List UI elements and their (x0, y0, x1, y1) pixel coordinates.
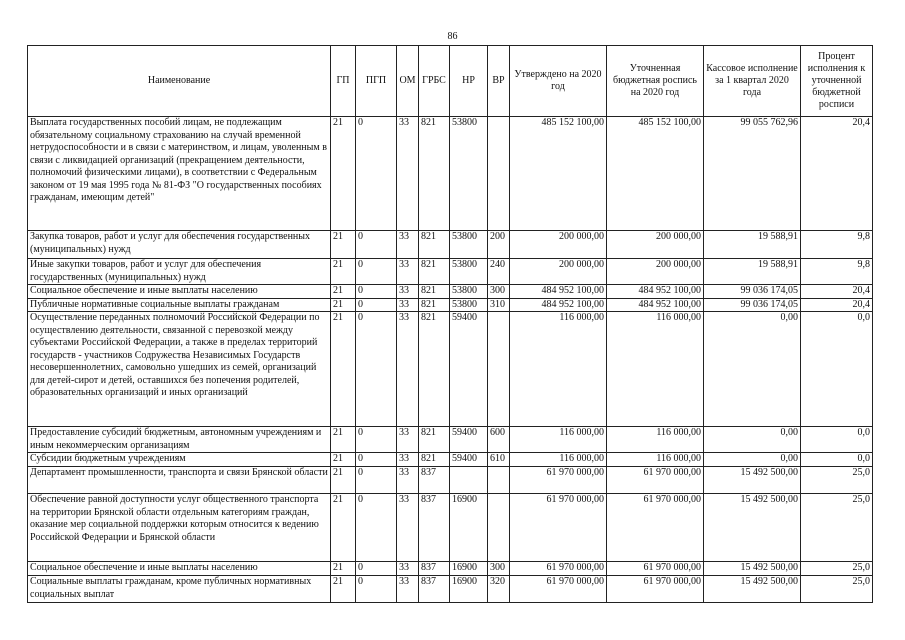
cell-om: 33 (397, 231, 419, 259)
cell-percent: 0,0 (801, 453, 873, 467)
cell-percent: 25,0 (801, 576, 873, 603)
cell-approved: 116 000,00 (510, 312, 607, 427)
cell-nr: 16900 (450, 562, 488, 576)
header-gp: ГП (331, 46, 356, 117)
cell-om: 33 (397, 117, 419, 231)
cell-percent: 20,4 (801, 117, 873, 231)
cell-vr: 600 (488, 427, 510, 453)
cell-cash: 0,00 (704, 453, 801, 467)
cell-gp: 21 (331, 467, 356, 494)
cell-approved: 485 152 100,00 (510, 117, 607, 231)
cell-grbs: 821 (419, 312, 450, 427)
cell-nr: 53800 (450, 259, 488, 285)
cell-nr (450, 467, 488, 494)
page-number: 86 (447, 31, 458, 42)
cell-cash: 19 588,91 (704, 231, 801, 259)
cell-om: 33 (397, 576, 419, 603)
cell-nr: 59400 (450, 427, 488, 453)
cell-om: 33 (397, 298, 419, 312)
cell-gp: 21 (331, 427, 356, 453)
cell-nr: 53800 (450, 117, 488, 231)
cell-percent: 20,4 (801, 285, 873, 299)
cell-vr: 240 (488, 259, 510, 285)
cell-approved: 61 970 000,00 (510, 576, 607, 603)
cell-approved: 116 000,00 (510, 453, 607, 467)
cell-nr: 16900 (450, 494, 488, 562)
cell-cash: 19 588,91 (704, 259, 801, 285)
cell-grbs: 821 (419, 453, 450, 467)
cell-om: 33 (397, 259, 419, 285)
cell-nr: 53800 (450, 231, 488, 259)
row-name: Иные закупки товаров, работ и услуг для обеспечения государственных (муниципальных) нужд (28, 259, 331, 285)
cell-cash: 0,00 (704, 427, 801, 453)
header-approved: Утверждено на 2020 год (510, 46, 607, 117)
header-revised: Уточненная бюджетная роспись на 2020 год (607, 46, 704, 117)
cell-om: 33 (397, 494, 419, 562)
cell-nr: 53800 (450, 285, 488, 299)
cell-nr: 59400 (450, 312, 488, 427)
table-row (28, 576, 873, 603)
cell-cash: 99 036 174,05 (704, 285, 801, 299)
cell-percent: 9,8 (801, 231, 873, 259)
cell-grbs: 821 (419, 298, 450, 312)
cell-grbs: 821 (419, 117, 450, 231)
cell-vr: 320 (488, 576, 510, 603)
row-name: Социальное обеспечение и иные выплаты населению (28, 285, 331, 299)
row-name: Департамент промышленности, транспорта и связи Брянской области (28, 467, 331, 494)
cell-revised: 61 970 000,00 (607, 467, 704, 494)
cell-grbs: 821 (419, 231, 450, 259)
cell-revised: 200 000,00 (607, 231, 704, 259)
cell-vr (488, 117, 510, 231)
cell-cash: 15 492 500,00 (704, 562, 801, 576)
cell-vr (488, 312, 510, 427)
cell-percent: 20,4 (801, 298, 873, 312)
row-name: Обеспечение равной доступности услуг общественного транспорта на территории Брянской области отдельным категориям граждан, оказание мер социальной поддержки которым относится к ведению Российской Федерации и Брянской области (28, 494, 331, 562)
cell-om: 33 (397, 467, 419, 494)
cell-grbs: 821 (419, 427, 450, 453)
header-vr: ВР (488, 46, 510, 117)
table-header-row (28, 46, 873, 117)
table-row (28, 562, 873, 576)
cell-approved: 61 970 000,00 (510, 494, 607, 562)
cell-pgp: 0 (356, 494, 397, 562)
cell-cash: 99 036 174,05 (704, 298, 801, 312)
cell-grbs: 821 (419, 259, 450, 285)
cell-om: 33 (397, 285, 419, 299)
cell-om: 33 (397, 312, 419, 427)
cell-vr (488, 467, 510, 494)
cell-pgp: 0 (356, 231, 397, 259)
cell-pgp: 0 (356, 562, 397, 576)
cell-pgp: 0 (356, 427, 397, 453)
cell-cash: 15 492 500,00 (704, 494, 801, 562)
table-row (28, 285, 873, 299)
cell-om: 33 (397, 427, 419, 453)
cell-om: 33 (397, 453, 419, 467)
cell-percent: 25,0 (801, 467, 873, 494)
header-grbs: ГРБС (419, 46, 450, 117)
cell-gp: 21 (331, 312, 356, 427)
cell-gp: 21 (331, 231, 356, 259)
cell-pgp: 0 (356, 576, 397, 603)
cell-om: 33 (397, 562, 419, 576)
row-name: Предоставление субсидий бюджетным, автономным учреждениям и иным некоммерческим организациям (28, 427, 331, 453)
cell-percent: 25,0 (801, 562, 873, 576)
row-name: Субсидии бюджетным учреждениям (28, 453, 331, 467)
cell-gp: 21 (331, 259, 356, 285)
cell-grbs: 837 (419, 562, 450, 576)
cell-pgp: 0 (356, 312, 397, 427)
header-pgp: ПГП (356, 46, 397, 117)
cell-pgp: 0 (356, 285, 397, 299)
cell-gp: 21 (331, 494, 356, 562)
cell-gp: 21 (331, 562, 356, 576)
cell-percent: 25,0 (801, 494, 873, 562)
table-row (28, 494, 873, 562)
cell-cash: 15 492 500,00 (704, 576, 801, 603)
table-body (28, 117, 873, 603)
cell-cash: 0,00 (704, 312, 801, 427)
cell-gp: 21 (331, 285, 356, 299)
header-name: Наименование (28, 46, 331, 117)
cell-revised: 485 152 100,00 (607, 117, 704, 231)
cell-nr: 53800 (450, 298, 488, 312)
cell-grbs: 821 (419, 285, 450, 299)
row-name: Социальные выплаты гражданам, кроме публичных нормативных социальных выплат (28, 576, 331, 603)
table-row (28, 117, 873, 231)
cell-approved: 61 970 000,00 (510, 562, 607, 576)
cell-pgp: 0 (356, 298, 397, 312)
row-name: Социальное обеспечение и иные выплаты населению (28, 562, 331, 576)
cell-pgp: 0 (356, 117, 397, 231)
table-row (28, 427, 873, 453)
cell-cash: 99 055 762,96 (704, 117, 801, 231)
cell-grbs: 837 (419, 494, 450, 562)
header-cash: Кассовое исполнение за 1 квартал 2020 года (704, 46, 801, 117)
table-row (28, 231, 873, 259)
budget-table (27, 45, 873, 603)
cell-percent: 9,8 (801, 259, 873, 285)
cell-revised: 61 970 000,00 (607, 494, 704, 562)
cell-approved: 484 952 100,00 (510, 298, 607, 312)
cell-approved: 61 970 000,00 (510, 467, 607, 494)
row-name: Выплата государственных пособий лицам, не подлежащим обязательному социальному страхованию на случай временной нетрудоспособности и в связи с материнством, и лицам, уволенным в связи с ликвидацией организаций (прекращением деятельности, полномочий физическими лицами), в соответствии с Федеральным законом от 19 мая 1995 года № 81-ФЗ "О государственных пособиях гражданам, имеющим детей" (28, 117, 331, 231)
cell-nr: 59400 (450, 453, 488, 467)
table-row (28, 453, 873, 467)
row-name: Закупка товаров, работ и услуг для обеспечения государственных (муниципальных) нужд (28, 231, 331, 259)
header-nr: НР (450, 46, 488, 117)
cell-approved: 116 000,00 (510, 427, 607, 453)
table-row (28, 467, 873, 494)
cell-pgp: 0 (356, 259, 397, 285)
cell-revised: 61 970 000,00 (607, 576, 704, 603)
cell-gp: 21 (331, 117, 356, 231)
header-percent: Процент исполнения к уточненной бюджетной росписи (801, 46, 873, 117)
cell-pgp: 0 (356, 467, 397, 494)
cell-percent: 0,0 (801, 312, 873, 427)
cell-gp: 21 (331, 453, 356, 467)
cell-nr: 16900 (450, 576, 488, 603)
cell-revised: 61 970 000,00 (607, 562, 704, 576)
cell-grbs: 837 (419, 467, 450, 494)
cell-cash: 15 492 500,00 (704, 467, 801, 494)
cell-revised: 200 000,00 (607, 259, 704, 285)
row-name: Публичные нормативные социальные выплаты гражданам (28, 298, 331, 312)
cell-approved: 484 952 100,00 (510, 285, 607, 299)
cell-percent: 0,0 (801, 427, 873, 453)
cell-revised: 116 000,00 (607, 312, 704, 427)
cell-vr: 300 (488, 285, 510, 299)
cell-revised: 116 000,00 (607, 427, 704, 453)
table-row (28, 298, 873, 312)
cell-approved: 200 000,00 (510, 231, 607, 259)
cell-pgp: 0 (356, 453, 397, 467)
cell-vr: 200 (488, 231, 510, 259)
table-row (28, 312, 873, 427)
cell-vr: 310 (488, 298, 510, 312)
cell-approved: 200 000,00 (510, 259, 607, 285)
row-name: Осуществление переданных полномочий Российской Федерации по осуществлению деятельности, связанной с перевозкой между субъектами Российской Федерации, а также в пределах территорий государств - участников Содружества Независимых Государств несовершеннолетних, самовольно ушедших из семей, организаций для детей-сирот и детей, оставшихся без попечения родителей, образовательных организаций и иных организаций (28, 312, 331, 427)
cell-gp: 21 (331, 576, 356, 603)
cell-grbs: 837 (419, 576, 450, 603)
cell-gp: 21 (331, 298, 356, 312)
cell-vr: 610 (488, 453, 510, 467)
cell-vr: 300 (488, 562, 510, 576)
cell-revised: 484 952 100,00 (607, 298, 704, 312)
table-row (28, 259, 873, 285)
cell-revised: 116 000,00 (607, 453, 704, 467)
cell-vr (488, 494, 510, 562)
cell-revised: 484 952 100,00 (607, 285, 704, 299)
header-om: ОМ (397, 46, 419, 117)
